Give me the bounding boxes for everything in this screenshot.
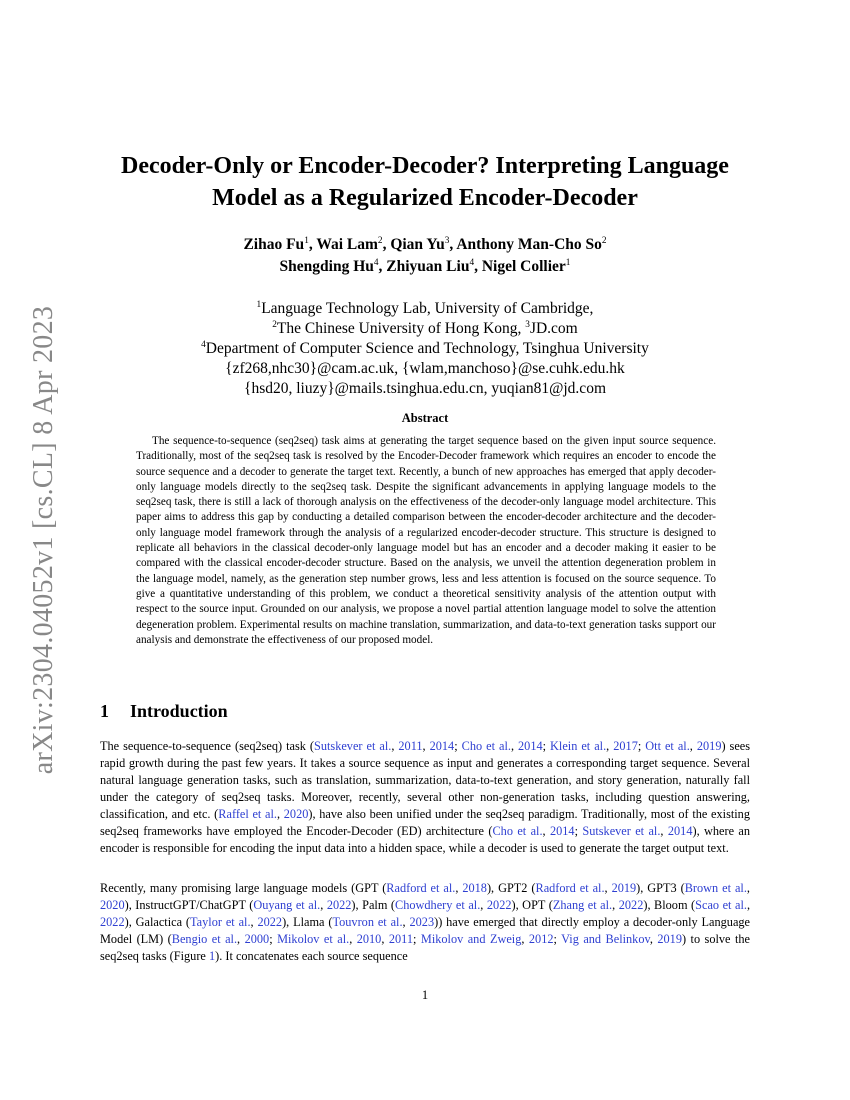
- citation-link[interactable]: Taylor et al.: [190, 915, 251, 929]
- citation-link[interactable]: 2014: [429, 739, 455, 753]
- arxiv-identifier-text: arXiv:2304.04052v1 [cs.CL] 8 Apr 2023: [28, 305, 60, 775]
- citation-link[interactable]: Cho et al.: [492, 824, 543, 838]
- author-affiliation-marker: 2: [601, 235, 607, 246]
- citation-link[interactable]: Raffel et al.: [218, 807, 277, 821]
- citation-link[interactable]: 2014: [667, 824, 693, 838]
- affiliation-2-text: The Chinese University of Hong Kong,: [276, 320, 526, 337]
- citation-link[interactable]: Scao et al.: [695, 898, 747, 912]
- paragraph-text: ), InstructGPT/ChatGPT (: [124, 898, 254, 912]
- affiliation-4: [100, 339, 750, 359]
- paragraph-text: ) sees rapid growth during the past few years. It takes a source sequence as input and generates a corresponding target sequence. Several natural language generation tasks, such as translation, summarization, data-to-text generation, and story generation, naturally fall under the category of seq2seq tasks. Moreover, recently, several other non-generation tasks, including question answering, classification, and etc. (: [100, 739, 751, 821]
- citation-link[interactable]: Cho et al.: [461, 739, 511, 753]
- affiliation-1-text: Language Technology Lab, University of Cambridge,: [261, 300, 594, 317]
- paragraph-text: ) to solve the seq2seq tasks (Figure: [100, 932, 750, 963]
- paragraph-text: ,: [320, 898, 327, 912]
- affiliation-3-text: JD.com: [529, 320, 578, 337]
- citation-link[interactable]: 2019: [611, 881, 637, 895]
- paragraph-text: ), GPT2 (: [486, 881, 536, 895]
- section-title: Introduction: [130, 701, 228, 721]
- paragraph-text: Recently, many promising large language models (GPT (: [100, 881, 387, 895]
- paragraph-text: ,: [660, 824, 668, 838]
- citation-link[interactable]: 2017: [613, 739, 638, 753]
- author-line-2: [100, 256, 750, 278]
- affiliation-1: [100, 299, 750, 319]
- paragraph-text: ), Palm (: [351, 898, 396, 912]
- author-affiliation-marker: 1: [565, 257, 571, 268]
- paragraph-text: ), have also been unified under the seq2seq paradigm. Traditionally, most of the existing seq2seq frameworks have employed the Encoder-Decoder (ED) architecture (: [100, 807, 750, 838]
- citation-link[interactable]: 2019: [696, 739, 722, 753]
- citation-link[interactable]: 2022: [257, 915, 283, 929]
- citation-link[interactable]: Touvron et al.: [332, 915, 403, 929]
- citation-link[interactable]: Radford et al.: [386, 881, 456, 895]
- paragraph-text: ;: [574, 824, 583, 838]
- citation-link[interactable]: 2022: [618, 898, 644, 912]
- paragraph-text: ,: [521, 932, 529, 946]
- affiliation-2-marker: 2: [272, 319, 277, 330]
- paragraph-text: ,: [277, 807, 284, 821]
- paragraph-text: ,: [422, 739, 430, 753]
- intro-paragraph-2: [100, 880, 750, 965]
- paragraph-text: ,: [250, 915, 258, 929]
- paragraph-text: ,: [381, 932, 389, 946]
- affiliation-4-marker: 4: [201, 339, 206, 350]
- paragraph-text: ,: [606, 739, 614, 753]
- author-separator: ,: [449, 236, 457, 253]
- paragraph-text: ,: [237, 932, 245, 946]
- email-line-1: {zf268,nhc30}@cam.ac.uk, {wlam,manchoso}@se.cuhk.edu.hk: [225, 360, 625, 377]
- paragraph-text: ,: [542, 824, 550, 838]
- paragraph-text: ,: [604, 881, 612, 895]
- paragraph-text: ,: [510, 739, 519, 753]
- paragraph-text: ;: [542, 739, 551, 753]
- abstract-heading: Abstract: [401, 411, 449, 425]
- author-separator: ,: [474, 258, 482, 275]
- paragraph-text: ,: [746, 881, 750, 895]
- author-name: Zihao Fu: [243, 236, 305, 253]
- citation-link[interactable]: 2012: [528, 932, 554, 946]
- author-line-1: [100, 234, 750, 256]
- citation-link[interactable]: Radford et al.: [535, 881, 605, 895]
- citation-link[interactable]: 2020: [100, 898, 125, 912]
- citation-link[interactable]: Brown et al.: [684, 881, 747, 895]
- citation-link[interactable]: 2000: [244, 932, 270, 946]
- title-line-1: Decoder-Only or Encoder-Decoder? Interpreting Language: [121, 153, 729, 179]
- affiliation-4-text: Department of Computer Science and Technology, Tsinghua University: [205, 340, 649, 357]
- paragraph-text: ), Bloom (: [643, 898, 696, 912]
- citation-link[interactable]: 2023: [409, 915, 435, 929]
- paragraph-text: ,: [402, 915, 410, 929]
- citation-link[interactable]: 2022: [326, 898, 352, 912]
- affiliation-block: [100, 299, 750, 399]
- paragraph-text: The sequence-to-sequence (seq2seq) task (: [100, 739, 314, 753]
- citation-link[interactable]: 1: [208, 949, 216, 963]
- paragraph-text: ), GPT3 (: [636, 881, 685, 895]
- citation-link[interactable]: Ott et al.: [645, 739, 690, 753]
- paragraph-text: ), OPT (: [511, 898, 553, 912]
- email-line-2: {hsd20, liuzy}@mails.tsinghua.edu.cn, yuqian81@jd.com: [244, 380, 606, 397]
- citation-link[interactable]: 2011: [388, 932, 414, 946]
- arxiv-identifier-stamp: [24, 300, 64, 780]
- citation-link[interactable]: Sutskever et al.: [314, 739, 392, 753]
- author-separator: ,: [308, 236, 317, 253]
- citation-link[interactable]: Sutskever et al.: [582, 824, 661, 838]
- author-name: Nigel Collier: [481, 258, 566, 275]
- author-affiliation-marker: 4: [373, 257, 379, 268]
- author-separator: ,: [378, 258, 387, 275]
- author-affiliation-marker: 3: [444, 235, 450, 246]
- citation-link[interactable]: 2014: [518, 739, 543, 753]
- citation-link[interactable]: Zhang et al.: [552, 898, 613, 912]
- citation-link[interactable]: Mikolov and Zweig: [420, 932, 522, 946]
- paragraph-text: ,: [746, 898, 751, 912]
- paragraph-text: )) have emerged that directly employ a decoder-only Language Model (LM) (: [100, 915, 751, 946]
- author-list: [100, 234, 750, 278]
- paragraph-text: ), where an encoder is responsible for encoding the input data into a hidden space, while a decoder is used to generate the target output text.: [100, 824, 751, 855]
- paragraph-text: ,: [480, 898, 487, 912]
- paragraph-text: ,: [649, 932, 658, 946]
- citation-link[interactable]: Vig and Belinkov: [561, 932, 650, 946]
- citation-link[interactable]: 2010: [356, 932, 382, 946]
- citation-link[interactable]: Klein et al.: [550, 739, 607, 753]
- intro-paragraph-1: [100, 738, 750, 857]
- paragraph-text: ). It concatenates each source sequence: [215, 949, 408, 963]
- paragraph-text: ;: [637, 739, 646, 753]
- citation-link[interactable]: 2022: [100, 915, 125, 929]
- paragraph-text: ,: [612, 898, 619, 912]
- paragraph-text: ,: [349, 932, 357, 946]
- citation-link[interactable]: Ouyang et al.: [253, 898, 321, 912]
- page-number: 1: [421, 988, 429, 1002]
- paragraph-text: ;: [553, 932, 562, 946]
- author-name: Shengding Hu: [279, 258, 374, 275]
- author-separator: ,: [382, 236, 391, 253]
- author-affiliation-marker: 2: [377, 235, 383, 246]
- title-line-2: Model as a Regularized Encoder-Decoder: [212, 185, 638, 211]
- author-name: Wai Lam: [316, 236, 378, 253]
- abstract-body: The sequence-to-sequence (seq2seq) task aims at generating the target sequence based on the given input source sequence. Traditionally, most of the seq2seq task is resolved by the Encoder-Decoder framework which requires an encoder to encode the source sequence and a decoder to generate the target text. Recently, a bunch of new approaches has emerged that apply decoder-only language models directly to the seq2seq task. Despite the significant advancements in applying language models to the seq2seq task, there is still a lack of thorough analysis on the effectiveness of the decoder-only language model architecture. This paper aims to address this gap by conducting a detailed comparison between the encoder-decoder architecture and the decoder-only language model framework through the analysis of a regularized encoder-decoder structure. This structure is designed to replicate all behaviors in the classical decoder-only language model but has an encoder and a decoder making it easier to be compared with the classical encoder-decoder structure. Based on the analysis, we unveil the attention degeneration problem in the language model, namely, as the generation step number grows, less and less attention is focused on the source sequence. To give a quantitative understanding of this problem, we conduct a theoretical sensitivity analysis of the attention output with respect to the source input. Grounded on our analysis, we propose a novel partial attention language model to solve the attention degeneration problem. Experimental results on machine translation, summarization, and data-to-text generation tasks support our analysis and demonstrate the effectiveness of our proposed model.: [136, 435, 716, 646]
- citation-link[interactable]: 2018: [462, 881, 487, 895]
- citation-link[interactable]: Bengio et al.: [171, 932, 238, 946]
- paragraph-text: ), Llama (: [282, 915, 333, 929]
- affiliation-2-3: [100, 319, 750, 339]
- citation-link[interactable]: 2019: [657, 932, 682, 946]
- citation-link[interactable]: 2022: [486, 898, 512, 912]
- citation-link[interactable]: Mikolov et al.: [277, 932, 350, 946]
- paper-title: [100, 150, 750, 214]
- citation-link[interactable]: 2011: [398, 739, 423, 753]
- author-affiliation-marker: 4: [469, 257, 475, 268]
- paragraph-text: ;: [413, 932, 421, 946]
- paragraph-text: ;: [269, 932, 278, 946]
- paragraph-text: ,: [689, 739, 697, 753]
- citation-link[interactable]: Chowdhery et al.: [395, 898, 481, 912]
- author-name: Anthony Man-Cho So: [456, 236, 602, 253]
- citation-link[interactable]: 2020: [283, 807, 309, 821]
- section-number: 1: [100, 701, 109, 721]
- affiliation-3-marker: 3: [525, 319, 530, 330]
- section-heading-introduction: [100, 701, 228, 722]
- paragraph-text: ), Galactica (: [124, 915, 191, 929]
- paragraph-text: ,: [455, 881, 463, 895]
- citation-link[interactable]: 2014: [549, 824, 575, 838]
- affiliation-1-marker: 1: [256, 299, 262, 310]
- author-name: Zhiyuan Liu: [386, 258, 470, 275]
- author-affiliation-marker: 1: [304, 235, 309, 246]
- paragraph-text: ,: [391, 739, 399, 753]
- author-name: Qian Yu: [390, 236, 445, 253]
- paragraph-text: ;: [454, 739, 462, 753]
